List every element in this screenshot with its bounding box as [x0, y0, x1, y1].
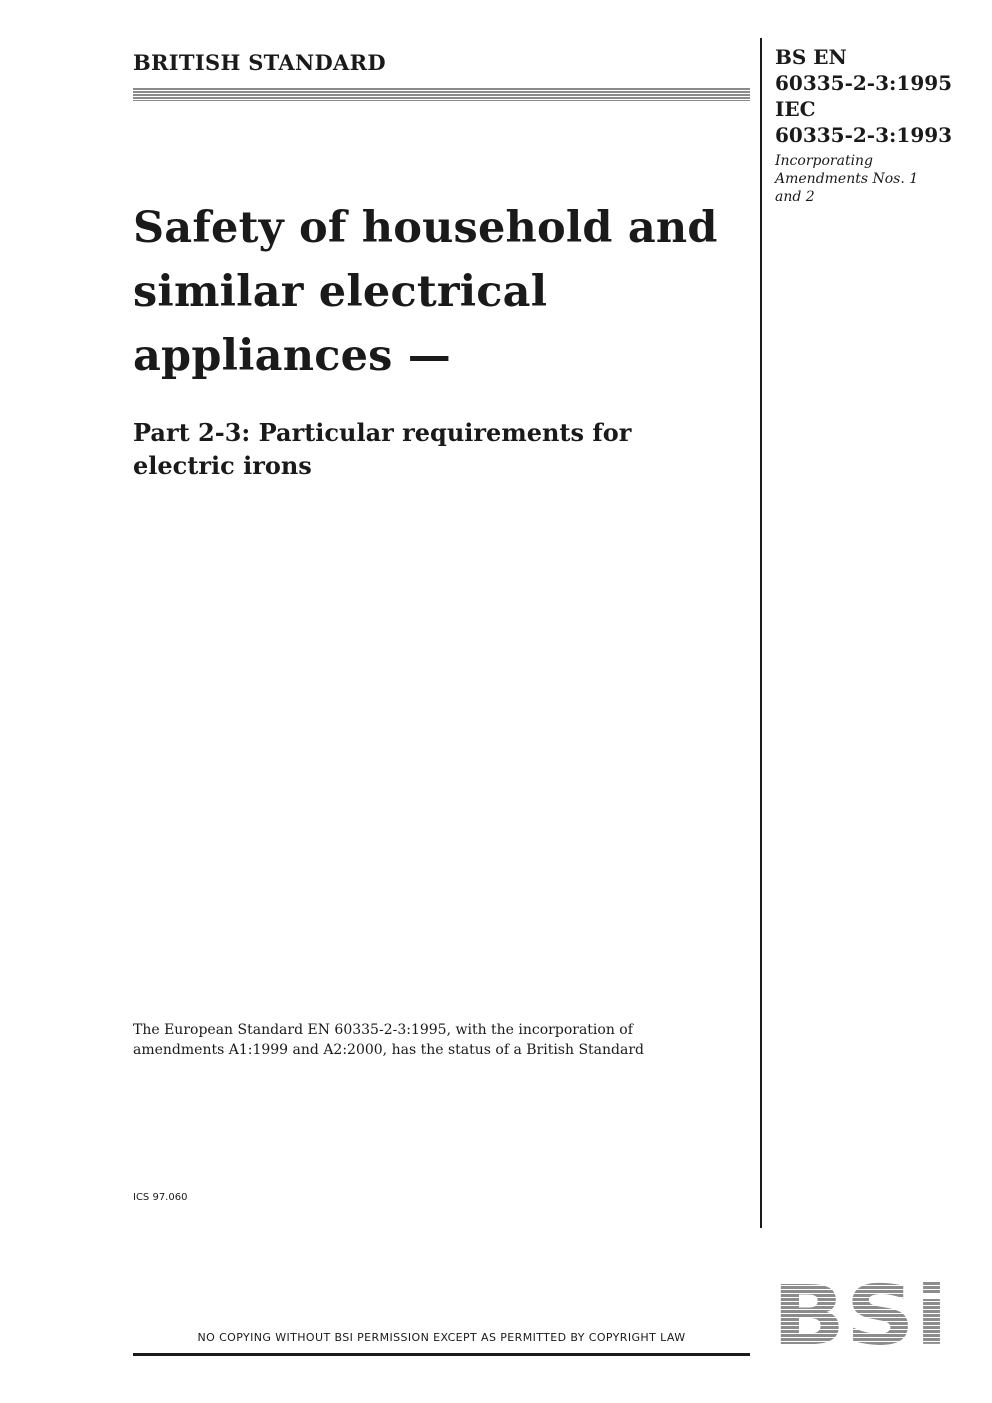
header-rule	[133, 88, 750, 101]
standard-number-line: BS EN	[775, 45, 847, 69]
footer-rule	[133, 1353, 750, 1356]
title-line: similar electrical	[133, 267, 548, 317]
amendments-line: Amendments Nos. 1	[775, 171, 919, 187]
status-line: The European Standard EN 60335-2-3:1995, with the incorporation of	[133, 1022, 633, 1038]
copyright-notice: NO COPYING WITHOUT BSI PERMISSION EXCEPT AS PERMITTED BY COPYRIGHT LAW	[197, 1331, 686, 1344]
series-label: BRITISH STANDARD	[133, 50, 386, 75]
title-line: appliances —	[133, 331, 451, 381]
ics-code: ICS 97.060	[133, 1192, 188, 1203]
document-subtitle	[133, 416, 753, 482]
subtitle-line: Part 2-3: Particular requirements for	[133, 418, 632, 447]
status-line: amendments A1:1999 and A2:2000, has the status of a British Standard	[133, 1042, 644, 1058]
column-divider	[760, 38, 762, 1228]
standard-number-line: 60335-2-3:1995	[775, 71, 953, 95]
title-line: Safety of household and	[133, 203, 718, 253]
bsi-logo	[770, 1278, 950, 1348]
standard-number-line: 60335-2-3:1993	[775, 123, 953, 147]
standard-number	[775, 44, 952, 148]
svg-text:BSi: BSi	[772, 1278, 948, 1348]
standard-number-line: IEC	[775, 97, 816, 121]
subtitle-line: electric irons	[133, 451, 312, 480]
status-statement	[133, 1020, 753, 1060]
amendments-line: Incorporating	[775, 153, 874, 169]
document-title	[133, 196, 753, 388]
amendments-note	[775, 152, 950, 206]
amendments-line: and 2	[775, 189, 815, 205]
